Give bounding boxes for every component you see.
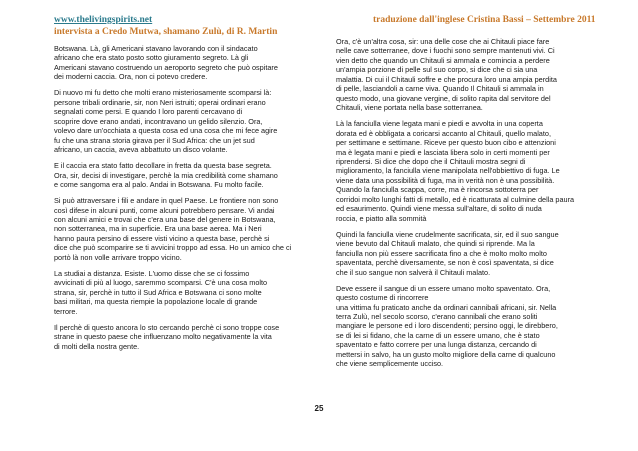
text-line: miglioramento, la fanciulla viene manipolata nell'obbiettivo di fuga. Le: [336, 166, 560, 176]
text-line: Ora, c'è un'altra cosa, sir: una delle cose che ai Chitauli piace fare: [336, 37, 550, 46]
text-line: persone tribali ordinarie, sir, non Neri istruiti; operai ordinari erano: [54, 97, 266, 107]
text-line: Si può attraversare i fili e andare in quel Paese. Le frontiere non sono: [54, 196, 279, 206]
text-line: viene data una possibilità di fuga, ma in verità non è una possibilità.: [336, 175, 555, 185]
text-line: corridoi molto lunghi fatti di metallo, ed è ricatturata al culmine della paura: [336, 194, 575, 204]
text-line: La studiai a distanza. Esiste. L'uomo disse che se ci fossimo: [54, 268, 250, 278]
text-line: Quando la fanciulla scappa, corre, ma è rincorsa sottoterra per: [336, 185, 539, 195]
paragraph: [54, 196, 328, 262]
text-line: roccia, e piatto alla sommità: [336, 213, 427, 223]
text-line: terrore.: [54, 306, 78, 316]
text-line: che il suo sangue non salverà il Chitauli malato.: [336, 267, 491, 277]
text-line: Botswana. Là, gli Americani stavano lavorando con il sindacato: [54, 44, 258, 53]
text-line: Quindi la fanciulla viene crudelmente sacrificata, sir, ed il suo sangue: [336, 229, 559, 239]
text-line: fanciulla non più essere sacrificata fino a che è molto molto molto: [336, 248, 547, 258]
text-line: mettersi in salvo, ha un gusto molto migliore della carne di qualcuno: [336, 349, 556, 359]
text-line: africano, un caccia, aveva abbattuto un disco volante.: [54, 145, 228, 155]
page-number: 25: [314, 404, 324, 413]
paragraph: [336, 119, 595, 223]
text-line: se di lei si fidano, che la carne di un essere umano, che è stato: [336, 330, 540, 340]
text-line: viene bevuto dal Chitauli malato, che quindi si riprende. Ma la: [336, 239, 535, 249]
text-line: Di nuovo mi fu detto che molti erano misteriosamente scomparsi là:: [54, 88, 272, 98]
text-line: non sotterranea, ma in superficie. Era una base aerea. Ma i Neri: [54, 224, 262, 234]
text-line: spaventata, perchè diversamente, se non è così spaventata, si dice: [336, 258, 554, 268]
text-line: dorata ed è obbligata a coricarsi accanto al Chitauli, quello malato,: [336, 128, 551, 138]
paragraph: [336, 284, 595, 369]
text-line: una vittima fu praticato anche da ordinari cannibali africani, sir. Nella: [336, 302, 557, 312]
text-line: Il perchè di questo ancora lo sto cercando perchè ci sono troppe cose: [54, 322, 280, 332]
paragraph: [336, 230, 595, 277]
text-line: questo modo, una giovane vergine, di solito rapita dal servitore del: [336, 93, 551, 103]
text-line: per settimane e settimane. Riceve per questo buon cibo e attenzioni: [336, 138, 556, 148]
paragraph: [54, 269, 328, 316]
text-line: malattia. Di cui il Chitauli soffre e che procura loro una ampia perdita: [336, 74, 557, 84]
text-line: fu che una strana storia girava per il Sud Africa: che un jet sud: [54, 135, 255, 145]
text-line: scoprire dove erano andati, incontravano un gelido silenzio. Ora,: [54, 116, 263, 126]
text-line: ed esaurimento. Quindi viene messa sull'altare, di solito di nuda: [336, 204, 542, 214]
paragraph: [54, 323, 328, 351]
text-line: spaventato e fatto correre per una lunga distanza, cercando di: [336, 340, 537, 350]
left-text-column: [54, 44, 328, 358]
text-line: e come sangoma era al palo. Andai in Botswana. Fu molto facile.: [54, 180, 264, 190]
text-line: E il caccia era stato fatto decollare in fretta da questa base segreta.: [54, 161, 272, 171]
text-line: Americani stavano costruendo un aeroporto segreto che può ospitare: [54, 62, 278, 72]
translation-credit: traduzione dall'inglese Cristina Bassi – Settembre 2011: [373, 15, 596, 25]
text-line: questo costume di rincorrere: [336, 293, 429, 303]
paragraph: [54, 44, 328, 82]
text-line: hanno paura persino di essere visti vicino a questa base, perchè si: [54, 233, 270, 243]
right-text-column: [336, 37, 595, 375]
text-line: così difese in alcuni punti, come alcuni potrebbero pensare. Vi andai: [54, 205, 275, 215]
paragraph: [336, 37, 595, 113]
text-line: mangiare le persone ed i loro discendenti; persino oggi, le direbbero,: [336, 321, 558, 331]
text-line: Chitauli, viene portata nella base sotterranea.: [336, 103, 483, 113]
interview-subtitle: intervista a Credo Mutwa, shamano Zulù, di R. Martin: [54, 27, 278, 37]
text-line: Ora, sir, decisi di investigare, perchè la mia credibilità come shamano: [54, 170, 278, 180]
text-line: avvicinati di più al luogo, saremmo scomparsi. C'è una cosa molto: [54, 278, 268, 288]
text-line: di molti della nostra gente.: [54, 341, 140, 351]
text-line: terra Zulù, nel secolo scorso, c'erano cannibali che erano soliti: [336, 312, 538, 322]
paragraph: [54, 88, 328, 154]
text-line: portò là non volle arrivare troppo vicino.: [54, 252, 182, 262]
text-line: vien detto che quando un Chitauli si ammala e comincia a perdere: [336, 55, 550, 65]
text-line: di pelle, lasciandoli a carne viva. Quando Il Chitauli si ammala in: [336, 84, 544, 94]
text-line: Deve essere il sangue di un essere umano molto spaventato. Ora,: [336, 283, 551, 293]
page-header-left: [54, 14, 277, 38]
text-line: africano che era stato posto sotto giuramento segreto. Là gli: [54, 53, 249, 63]
text-line: un'ampia porzione di pelle sul suo corpo, si dice che ci sia una: [336, 65, 538, 75]
text-line: dice che può scomparire se ti avvicini troppo ad essa. Ho un amico che ci: [54, 243, 292, 253]
text-line: dei moderni caccia. Ora, non ci potevo credere.: [54, 72, 208, 82]
text-line: che viene semplicemente ucciso.: [336, 359, 444, 369]
text-line: strane in questo paese che influenzano molto negativamente la vita: [54, 332, 272, 342]
text-line: basi militari, ma questa riempie la popolazione locale di grande: [54, 297, 258, 307]
text-line: Là la fanciulla viene legata mani e piedi e avvolta in una coperta: [336, 119, 543, 129]
text-line: volevo dare un'occhiata a questa cosa ed una cosa che mi fece agire: [54, 126, 278, 136]
text-line: nelle cave sotterranee, dove i fuochi sono sempre mantenuti vivi. Ci: [336, 46, 555, 56]
text-line: con alcuni amici e trovai che c'era una base del genere in Botswana,: [54, 215, 276, 225]
paragraph: [54, 161, 328, 189]
text-line: riprendersi. Si dice che dopo che il Chitauli mostra segni di: [336, 157, 526, 167]
text-line: ma è legata mani e piedi e lasciata libera solo in certi momenti per: [336, 147, 550, 157]
text-line: segnalati come persi. E quando I loro parenti cercavano di: [54, 107, 243, 117]
text-line: strana, sir, perchè in tutto il Sud Africa e Botswana ci sono molte: [54, 287, 262, 297]
site-link[interactable]: www.thelivingspirits.net: [54, 15, 153, 25]
